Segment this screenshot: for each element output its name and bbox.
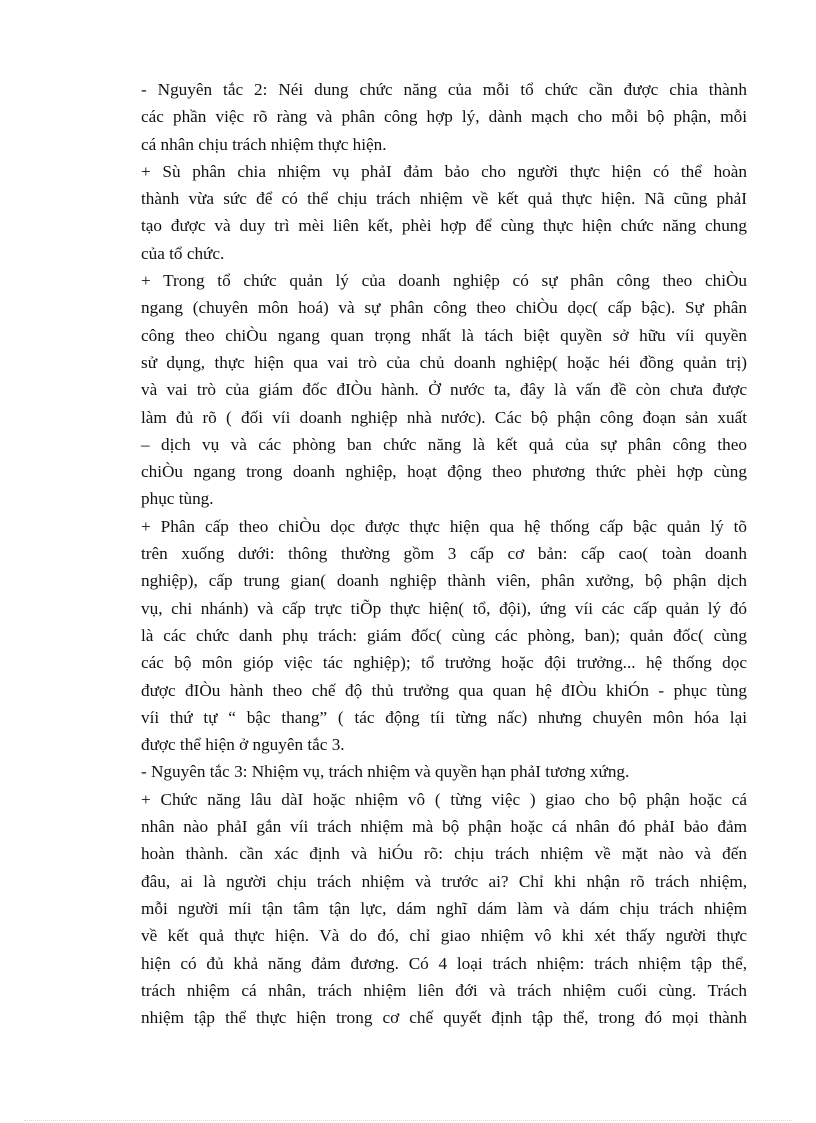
text-line: của tổ chức.	[141, 243, 225, 263]
text-line: về kết quả thực hiện. Và do đó, chỉ giao nhiệm vô khi xét thấy người thực	[141, 926, 747, 946]
text-line: đâu, ai là người chịu trách nhiệm và trước ai? Chỉ khi nhận rõ trách nhiệm,	[141, 871, 747, 891]
text-line: được thể hiện ở nguyên tắc 3.	[141, 735, 345, 755]
text-line: chiÒu ngang trong doanh nghiệp, hoạt động theo phương thức phèi hợp cùng	[141, 462, 747, 482]
text-line: và vai trò của giám đốc đIÒu hành. Ở nước ta, đây là vấn đề còn chưa được	[141, 380, 747, 400]
text-line: các phần việc rõ ràng và phân công hợp lý, dành mạch cho mỗi bộ phận, mỗi	[141, 107, 747, 127]
text-line: - Nguyên tắc 3: Nhiệm vụ, trách nhiệm và quyền hạn phảI tương xứng.	[141, 762, 630, 782]
text-line: nhân nào phảI gắn víi trách nhiệm mà bộ phận hoặc cá nhân đó phảI bảo đảm	[141, 817, 747, 837]
text-line: hoàn thành. cần xác định và hiÓu rõ: chịu trách nhiệm về mặt nào và đến	[141, 844, 747, 864]
text-line: vụ, chi nhánh) và cấp trực tiÕp thực hiện( tổ, đội), ứng víi các cấp quản lý đó	[141, 598, 747, 618]
text-line: thành vừa sức để có thể chịu trách nhiệm về kết quả thực hiện. Nã cũng phảI	[141, 189, 747, 209]
text-line: nghiệp), cấp trung gian( doanh nghiệp thành viên, phân xưởng, bộ phận dịch	[141, 571, 747, 591]
text-line: trên xuống dưới: thông thường gồm 3 cấp cơ bản: cấp cao( toàn doanh	[141, 544, 747, 564]
text-line: trách nhiệm cá nhân, trách nhiệm liên đới và trách nhiệm cuối cùng. Trách	[141, 980, 747, 1000]
text-line: + Trong tổ chức quản lý của doanh nghiệp có sự phân công theo chiÒu	[141, 271, 747, 291]
text-line: + Chức năng lâu dàI hoặc nhiệm vô ( từng việc ) giao cho bộ phận hoặc cá	[141, 789, 747, 809]
text-line: sử dụng, thực hiện qua vai trò của chủ doanh nghiệp( hoặc héi đồng quản trị)	[141, 352, 747, 372]
text-line: được đIÒu hành theo chế độ thủ trưởng qua quan hệ đIÒu khiÓn - phục tùng	[141, 680, 747, 700]
text-line: víi thứ tự “ bậc thang” ( tác động tíi từng nấc) nhưng chuyên môn hóa lại	[141, 707, 747, 727]
text-line: làm đủ rõ ( đối víi doanh nghiệp nhà nước). Các bộ phận công đoạn sản xuất	[141, 407, 747, 427]
text-line: ngang (chuyên môn hoá) và sự phân công theo chiÒu dọc( cấp bậc). Sự phân	[141, 298, 747, 318]
text-line: các bộ môn gióp việc tác nghiệp); tổ trưởng hoặc đội trưởng... hệ thống dọc	[141, 653, 747, 673]
text-line: nhiệm tập thể thực hiện trong cơ chế quyết định tập thể, trong đó mọi thành	[141, 1008, 747, 1028]
text-line: tạo được và duy trì mèi liên kết, phèi hợp để cùng thực hiện chức năng chung	[141, 216, 747, 236]
text-line: mỗi người míi tận tâm tận lực, dám nghĩ dám làm và dám chịu trách nhiệm	[141, 898, 747, 918]
text-line: phục tùng.	[141, 489, 214, 509]
text-line: + Phân cấp theo chiÒu dọc được thực hiện qua hệ thống cấp bậc quản lý tõ	[141, 516, 747, 536]
text-line: cá nhân chịu trách nhiệm thực hiện.	[141, 134, 387, 154]
text-line: là các chức danh phụ trách: giám đốc( cùng các phòng, ban); quản đốc( cùng	[141, 625, 747, 645]
text-line: + Sù phân chia nhiệm vụ phảI đảm bảo cho người thực hiện có thể hoàn	[141, 161, 747, 181]
body-text	[141, 76, 747, 1031]
text-line: – dịch vụ và các phòng ban chức năng là kết quả của sự phân công theo	[141, 434, 747, 454]
text-line: hiện có đủ khả năng đảm đương. Có 4 loại trách nhiệm: trách nhiệm tập thể,	[141, 953, 747, 973]
page-bottom-border	[24, 1120, 792, 1121]
text-line: công theo chiÒu ngang quan trọng nhất là tách biệt quyền sở hữu víi quyền	[141, 325, 747, 345]
text-line: - Nguyên tắc 2: Néi dung chức năng của mỗi tổ chức cần được chia thành	[141, 80, 747, 99]
